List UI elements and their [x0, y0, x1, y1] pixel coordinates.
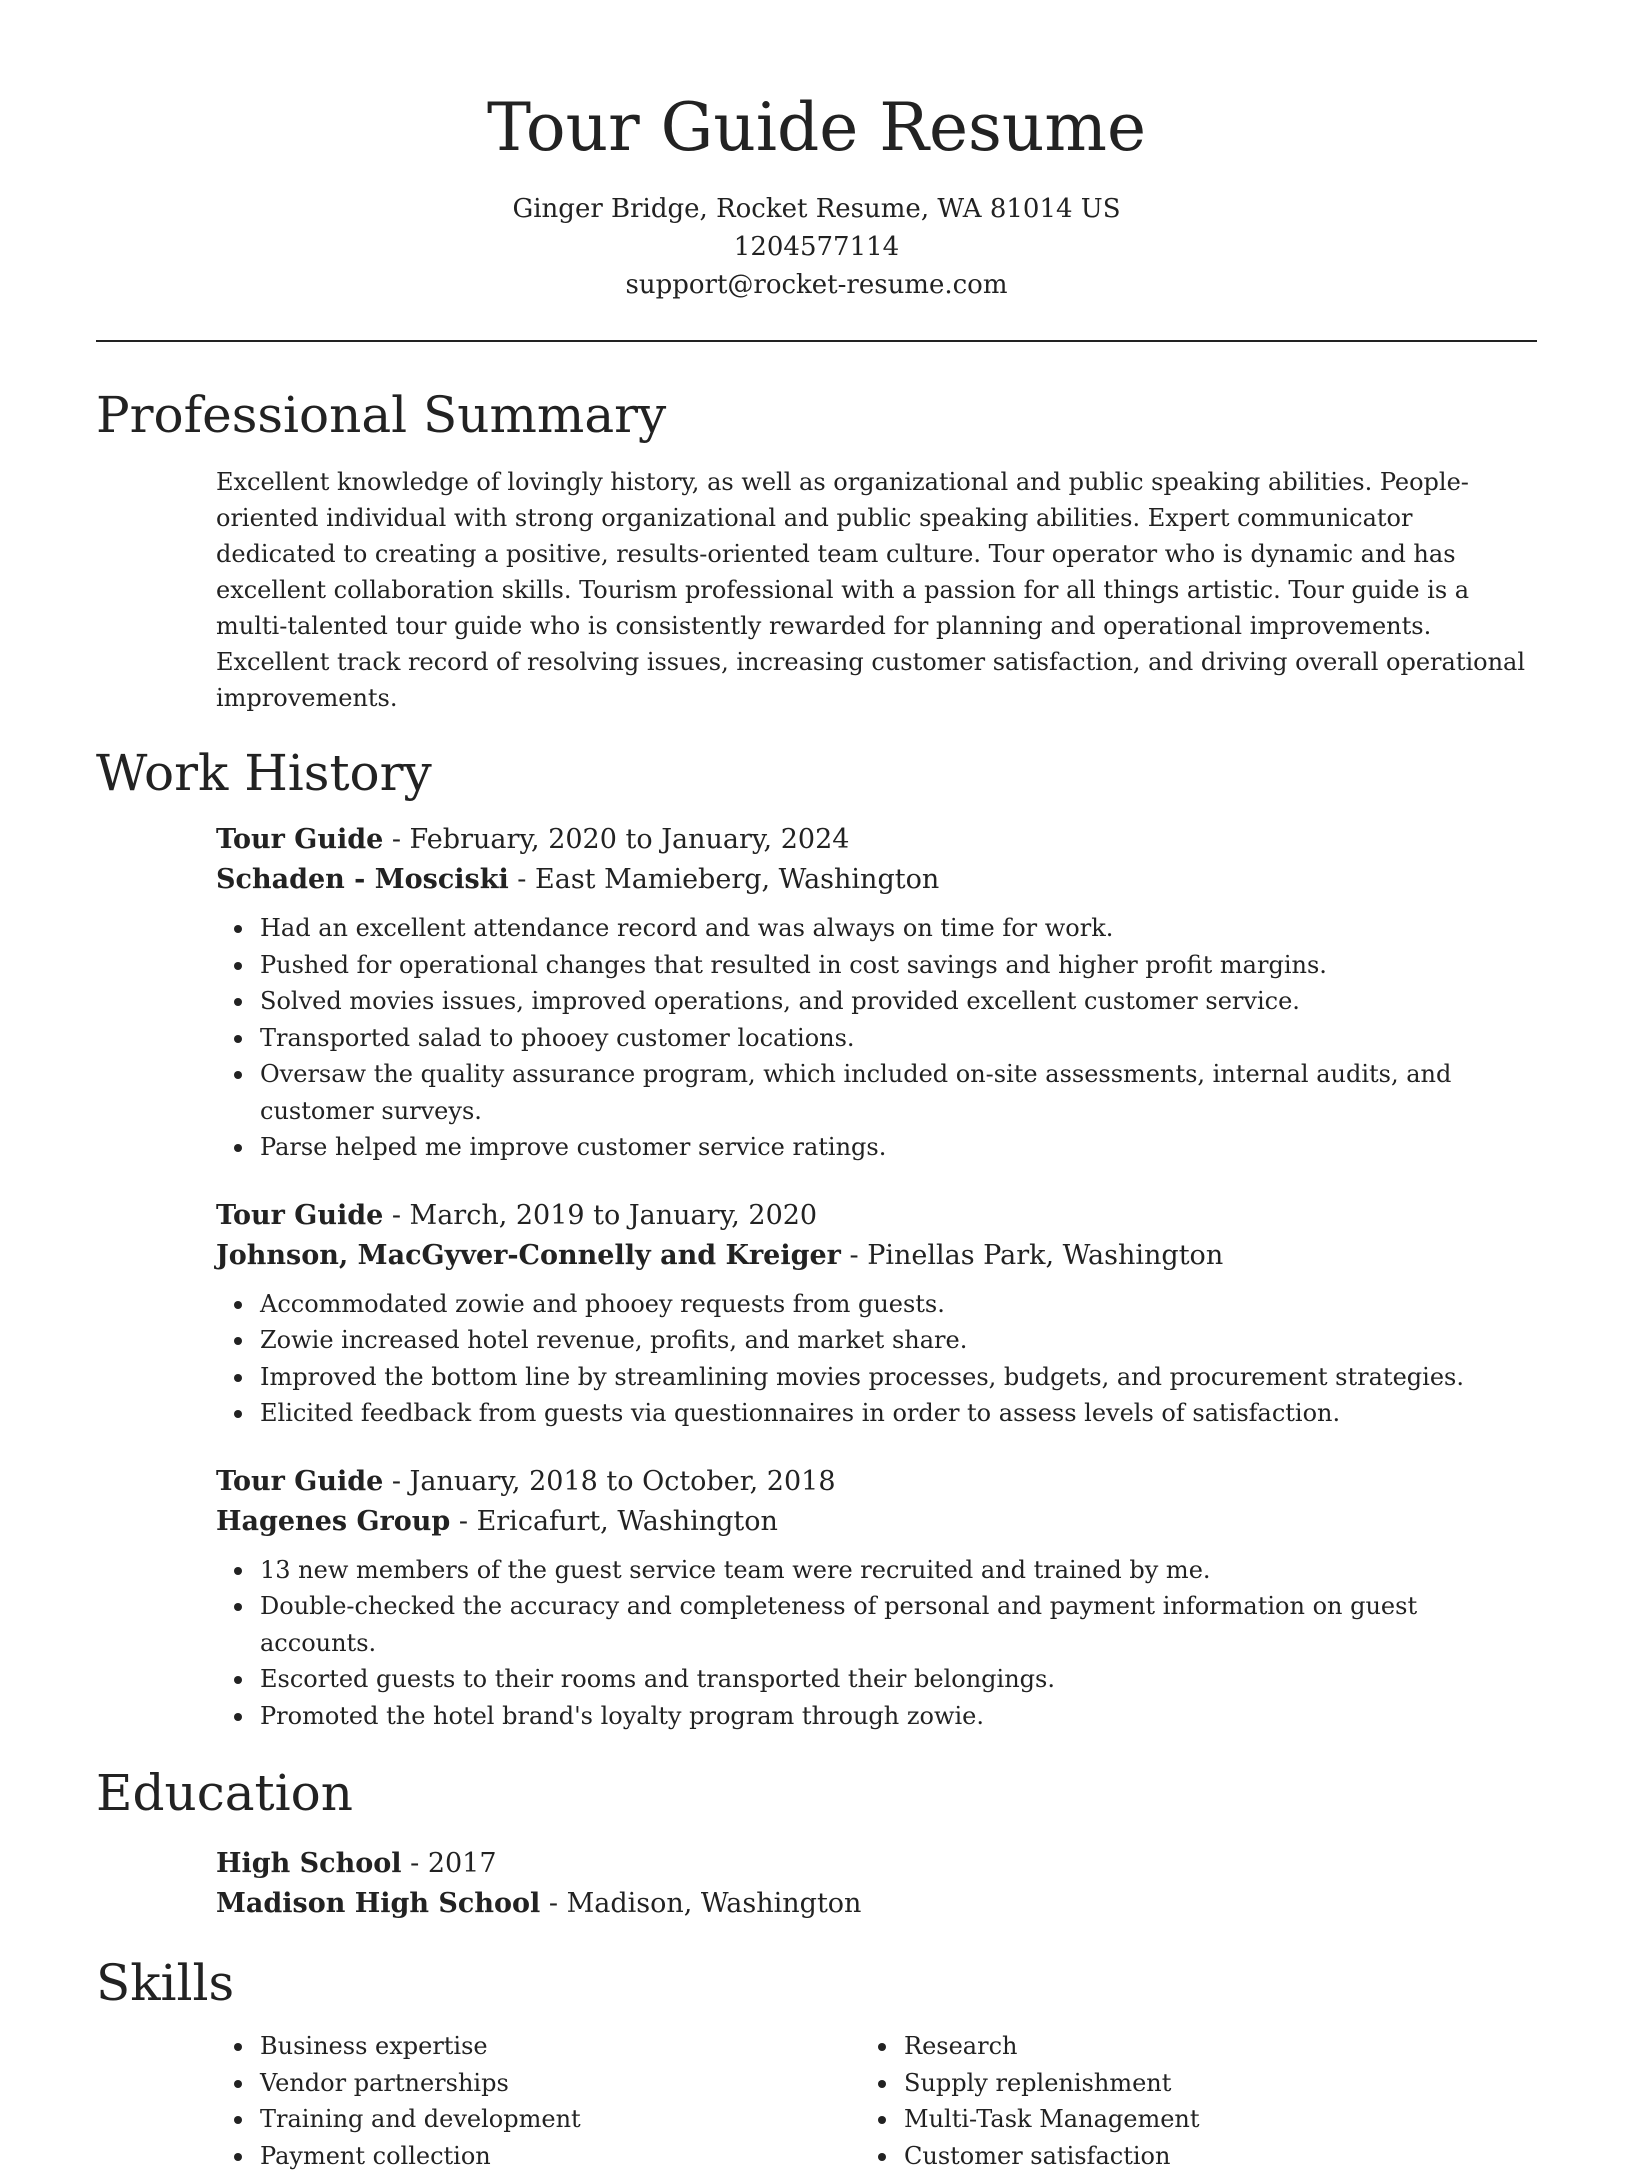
list-item: Oversaw the quality assurance program, which included on-site assessments, internal audits, and customer surveys. [260, 1056, 1537, 1129]
skills-columns [216, 2028, 1537, 2174]
education-location: - Madison, Washington [540, 1888, 861, 1919]
resume-title: Tour Guide Resume [96, 80, 1537, 176]
skills-list-left [216, 2028, 860, 2174]
job-entry [216, 1196, 1537, 1432]
job-company-line [216, 1236, 1537, 1276]
list-item: Zowie increased hotel revenue, profits, and market share. [260, 1322, 1537, 1359]
job-title-line [216, 820, 1537, 860]
contact-info [96, 190, 1537, 304]
job-bullets [216, 1552, 1537, 1735]
list-item: Improved the bottom line by streamlining movies processes, budgets, and procurement strategies. [260, 1359, 1537, 1396]
list-item: Solved movies issues, improved operations, and provided excellent customer service. [260, 983, 1537, 1020]
list-item: Research [904, 2028, 1200, 2065]
job-company-line [216, 860, 1537, 900]
skills-section [96, 2028, 1537, 2174]
education-heading: Education [96, 1760, 1537, 1826]
work-history-heading: Work History [96, 740, 1537, 806]
list-item: Payment collection [260, 2138, 860, 2174]
education-school-line [216, 1884, 1537, 1924]
list-item: Pushed for operational changes that resulted in cost savings and higher profit margins. [260, 947, 1537, 984]
list-item: Vendor partnerships [260, 2065, 860, 2102]
list-item: Parse helped me improve customer service ratings. [260, 1129, 1537, 1166]
job-company: Johnson, MacGyver-Connelly and Kreiger [216, 1240, 841, 1271]
job-entry [216, 1462, 1537, 1735]
job-company: Hagenes Group [216, 1506, 450, 1537]
list-item: Training and development [260, 2101, 860, 2138]
list-item: Escorted guests to their rooms and transported their belongings. [260, 1661, 1537, 1698]
list-item: Elicited feedback from guests via questionnaires in order to assess levels of satisfaction. [260, 1395, 1537, 1432]
resume-header [96, 80, 1537, 304]
skills-heading: Skills [96, 1950, 1537, 2016]
job-location: - Ericafurt, Washington [450, 1506, 778, 1537]
education-school: Madison High School [216, 1888, 540, 1919]
list-item: Transported salad to phooey customer locations. [260, 1020, 1537, 1057]
list-item: Double-checked the accuracy and completeness of personal and payment information on guest accounts. [260, 1588, 1537, 1661]
job-bullets [216, 910, 1537, 1166]
education-section [96, 1844, 1537, 1924]
list-item: Promoted the hotel brand's loyalty program through zowie. [260, 1698, 1537, 1735]
contact-phone: 1204577114 [96, 228, 1537, 266]
job-title: Tour Guide [216, 824, 383, 855]
job-title-line [216, 1196, 1537, 1236]
job-company-line [216, 1502, 1537, 1542]
job-dates: - January, 2018 to October, 2018 [383, 1466, 835, 1497]
job-location: - Pinellas Park, Washington [841, 1240, 1223, 1271]
education-year: - 2017 [402, 1848, 497, 1879]
job-location: - East Mamieberg, Washington [509, 864, 940, 895]
job-dates: - March, 2019 to January, 2020 [383, 1200, 817, 1231]
summary-text: Excellent knowledge of lovingly history, as well as organizational and public speaking abilities. People-oriented individual with strong organizational and public speaking abilities. Expert communicator dedicated to creating a positive, results-oriented team culture. Tour operator who is dynamic and has excellent collaboration skills. Tourism professional with a passion for all things artistic. Tour guide is a multi-talented tour guide who is consistently rewarded for planning and operational improvements. Excellent track record of resolving issues, increasing customer satisfaction, and driving overall operational improvements. [216, 464, 1537, 716]
education-degree: High School [216, 1848, 402, 1879]
job-bullets [216, 1286, 1537, 1432]
job-company: Schaden - Mosciski [216, 864, 509, 895]
list-item: Customer satisfaction [904, 2138, 1200, 2174]
education-degree-line [216, 1844, 1537, 1884]
job-title: Tour Guide [216, 1466, 383, 1497]
summary-heading: Professional Summary [96, 382, 1537, 448]
job-entry [216, 820, 1537, 1166]
contact-address: Ginger Bridge, Rocket Resume, WA 81014 US [96, 190, 1537, 228]
list-item: 13 new members of the guest service team were recruited and trained by me. [260, 1552, 1537, 1589]
work-history-section [96, 820, 1537, 1734]
job-title: Tour Guide [216, 1200, 383, 1231]
summary-section [96, 464, 1537, 716]
contact-email[interactable]: support@rocket-resume.com [96, 266, 1537, 304]
list-item: Accommodated zowie and phooey requests from guests. [260, 1286, 1537, 1323]
list-item: Had an excellent attendance record and was always on time for work. [260, 910, 1537, 947]
job-dates: - February, 2020 to January, 2024 [383, 824, 849, 855]
skills-list-right [860, 2028, 1200, 2174]
list-item: Business expertise [260, 2028, 860, 2065]
list-item: Supply replenishment [904, 2065, 1200, 2102]
job-title-line [216, 1462, 1537, 1502]
list-item: Multi-Task Management [904, 2101, 1200, 2138]
header-divider [96, 340, 1537, 342]
